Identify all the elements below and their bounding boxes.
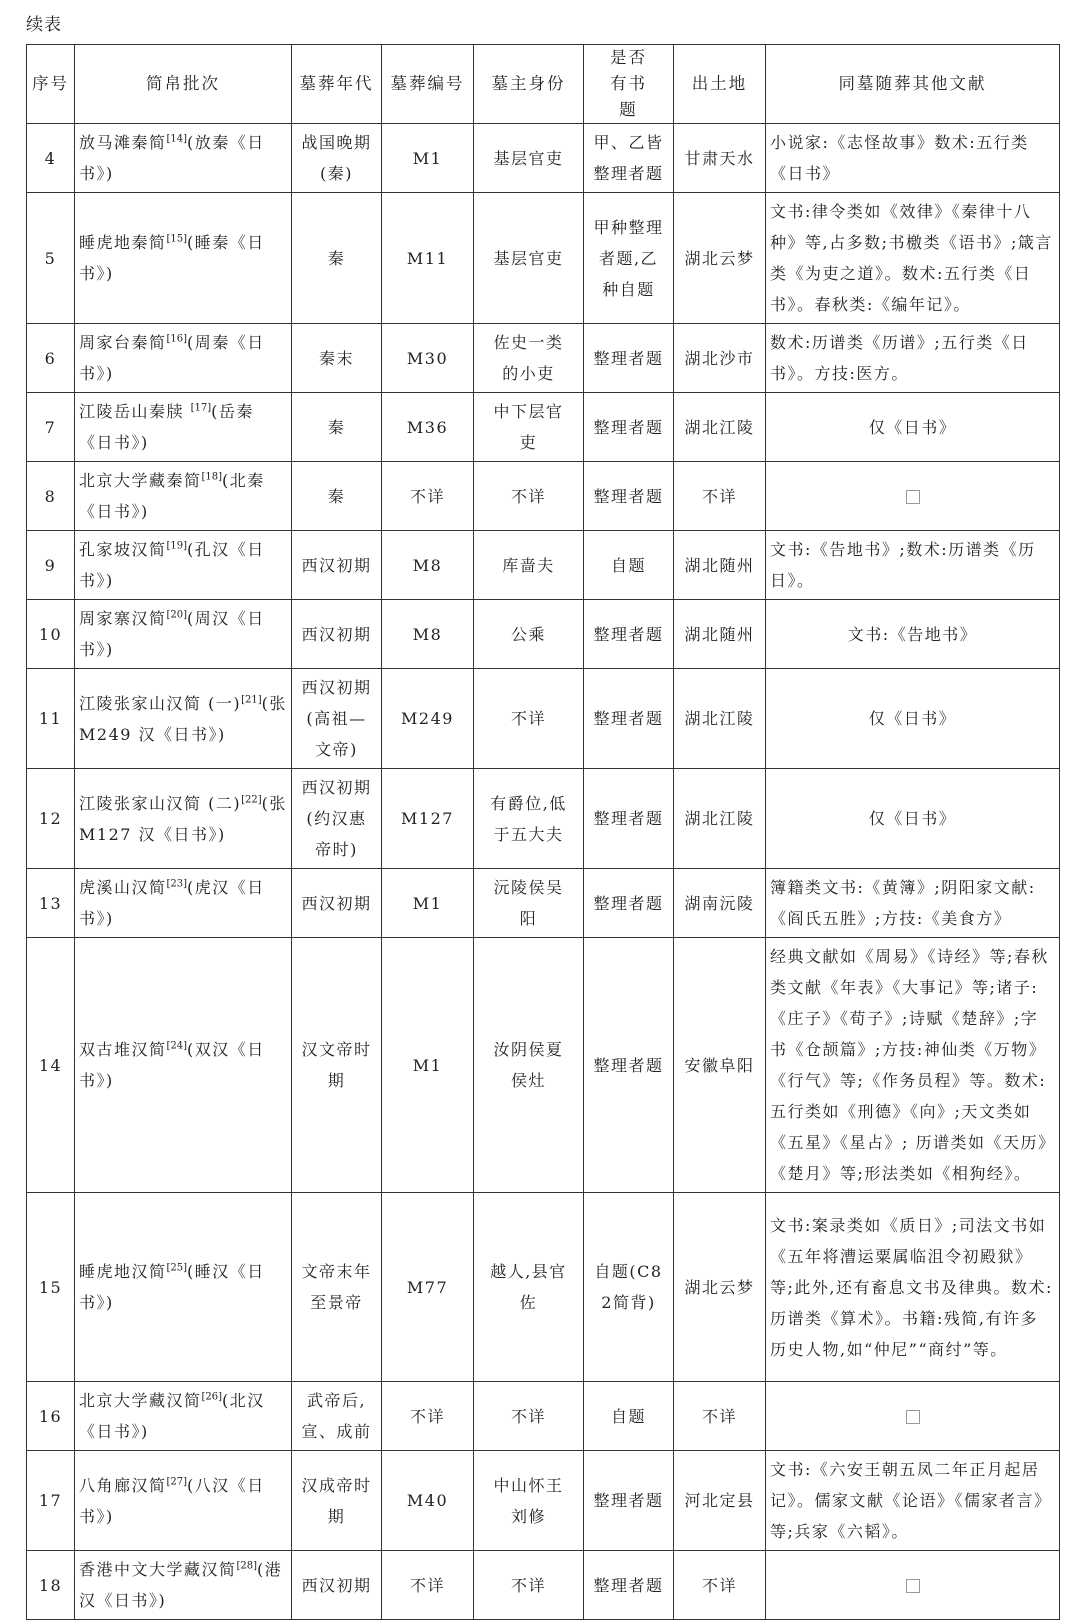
table-row	[27, 462, 1060, 531]
cell-batch	[75, 531, 292, 600]
table-row	[27, 531, 1060, 600]
footnote-ref: [25]	[166, 1262, 188, 1274]
footnote-ref: [24]	[166, 1040, 188, 1052]
cell-no: 16	[27, 1382, 75, 1451]
cell-tomb: M8	[382, 600, 474, 669]
batch-abbrev: (孔汉《日书》)	[79, 540, 265, 590]
cell-other: 文书:《告地书》	[766, 600, 1060, 669]
cell-title	[584, 1382, 674, 1451]
cell-other: 仅《日书》	[766, 393, 1060, 462]
cell-tomb: M8	[382, 531, 474, 600]
batch-name: 江陵岳山秦牍	[79, 402, 191, 421]
tomb-texts-table	[26, 44, 1060, 1620]
cell-title	[584, 462, 674, 531]
title-text: 整理者题	[593, 417, 664, 437]
era-text: 西汉初期	[301, 624, 372, 644]
batch-abbrev: (睡汉《日书》)	[79, 1262, 265, 1312]
cell-other: 文书:律令类如《效律》《秦律十八种》等,占多数;书檄类《语书》;箴言类《为吏之道》。数术:五行类《日书》。春秋类:《编年记》。	[766, 193, 1060, 324]
cell-place: 湖北江陵	[674, 393, 766, 462]
owner-text: 佐史一类的小吏	[493, 333, 564, 383]
batch-name: 虎溪山汉简	[79, 878, 167, 897]
title-text: 自题(C82简背)	[594, 1262, 663, 1312]
cell-era	[292, 1451, 382, 1551]
cell-no: 9	[27, 531, 75, 600]
cell-era	[292, 393, 382, 462]
batch-abbrev: (张 M249 汉《日书》)	[79, 693, 287, 744]
empty-box-icon	[906, 1579, 920, 1593]
owner-text: 沅陵侯吴阳	[493, 878, 564, 928]
cell-place: 湖北随州	[674, 600, 766, 669]
era-text: 秦	[327, 417, 346, 437]
title-text: 整理者题	[593, 348, 664, 368]
title-text: 整理者题	[593, 709, 664, 728]
footnote-ref: [17]	[190, 402, 212, 414]
cell-place: 湖北云梦	[674, 1193, 766, 1382]
batch-abbrev: (周秦《日书》)	[79, 333, 265, 383]
table-row	[27, 769, 1060, 869]
cell-place: 湖北沙市	[674, 324, 766, 393]
cell-batch	[75, 324, 292, 393]
header-place: 出土地	[674, 45, 766, 124]
header-no: 序号	[27, 45, 75, 124]
footnote-ref: [19]	[166, 540, 188, 552]
cell-other: 小说家:《志怪故事》数术:五行类《日书》	[766, 124, 1060, 193]
cell-other: 文书:《六安王朝五凤二年正月起居记》。儒家文献《论语》《儒家者言》等;兵家《六韬》。	[766, 1451, 1060, 1551]
era-text: 武帝后,宣、成前	[301, 1391, 372, 1441]
cell-place: 湖北随州	[674, 531, 766, 600]
cell-owner	[474, 124, 584, 193]
batch-abbrev: (八汉《日书》)	[79, 1475, 265, 1526]
owner-text: 中下层官吏	[493, 402, 564, 452]
cell-era	[292, 531, 382, 600]
cell-place: 湖北江陵	[674, 669, 766, 769]
batch-abbrev: (双汉《日书》)	[79, 1040, 265, 1090]
footnote-ref: [15]	[166, 233, 188, 245]
cell-other: 仅《日书》	[766, 669, 1060, 769]
batch-abbrev: (张 M127 汉《日书》)	[79, 793, 287, 844]
cell-other: 仅《日书》	[766, 769, 1060, 869]
cell-owner	[474, 869, 584, 938]
cell-title	[584, 600, 674, 669]
cell-other: 文书:案录类如《质日》;司法文书如《五年将漕运粟属临沮令初殿狱》等;此外,还有畜息文书及律典。数术:历谱类《算术》。书籍:残简,有许多历史人物,如“仲尼”“商纣”等。	[766, 1193, 1060, 1382]
cell-batch	[75, 1451, 292, 1551]
table-row	[27, 124, 1060, 193]
era-text: 文帝末年至景帝	[301, 1262, 372, 1312]
batch-name: 江陵张家山汉简 (二)	[79, 793, 242, 813]
cell-title	[584, 531, 674, 600]
cell-era	[292, 1551, 382, 1620]
cell-other: 簿籍类文书:《黄簿》;阴阳家文献:《阎氏五胜》;方技:《美食方》	[766, 869, 1060, 938]
owner-text: 不详	[510, 1406, 546, 1426]
batch-name: 北京大学藏秦简	[79, 471, 202, 490]
cell-place: 甘肃天水	[674, 124, 766, 193]
cell-title	[584, 1193, 674, 1382]
table-row	[27, 1551, 1060, 1620]
title-text: 甲、乙皆整理者题	[593, 133, 664, 183]
era-text: 战国晚期(秦)	[301, 133, 372, 183]
cell-owner	[474, 324, 584, 393]
cell-era	[292, 1382, 382, 1451]
cell-owner	[474, 193, 584, 324]
cell-era	[292, 869, 382, 938]
cell-place: 湖北云梦	[674, 193, 766, 324]
cell-batch	[75, 193, 292, 324]
cell-batch	[75, 938, 292, 1193]
cell-place: 湖南沅陵	[674, 869, 766, 938]
cell-no: 18	[27, 1551, 75, 1620]
cell-tomb: 不详	[382, 462, 474, 531]
table-row	[27, 1451, 1060, 1551]
cell-batch	[75, 393, 292, 462]
cell-tomb: M1	[382, 869, 474, 938]
cell-batch	[75, 769, 292, 869]
owner-text: 不详	[510, 709, 546, 728]
cell-owner	[474, 1382, 584, 1451]
cell-no: 7	[27, 393, 75, 462]
cell-tomb: M40	[382, 1451, 474, 1551]
table-row	[27, 669, 1060, 769]
cell-title	[584, 124, 674, 193]
cell-era	[292, 462, 382, 531]
footnote-ref: [23]	[166, 878, 188, 890]
cell-other: 文书:《告地书》;数术:历谱类《历日》。	[766, 531, 1060, 600]
title-text: 整理者题	[593, 893, 664, 913]
batch-abbrev: (岳秦《日书》)	[79, 402, 254, 452]
batch-abbrev: (放秦《日书》)	[79, 133, 265, 183]
cell-no: 6	[27, 324, 75, 393]
footnote-ref: [16]	[166, 333, 188, 345]
cell-batch	[75, 600, 292, 669]
cell-batch	[75, 1551, 292, 1620]
header-owner: 墓主身份	[474, 45, 584, 124]
batch-name: 孔家坡汉简	[79, 540, 167, 559]
title-text: 整理者题	[593, 1055, 664, 1075]
owner-text: 不详	[510, 1575, 546, 1595]
footnote-ref: [21]	[241, 694, 262, 706]
cell-title	[584, 324, 674, 393]
cell-era	[292, 324, 382, 393]
cell-era	[292, 938, 382, 1193]
owner-text: 不详	[510, 486, 546, 506]
table-row	[27, 869, 1060, 938]
cell-tomb: 不详	[382, 1382, 474, 1451]
table-row	[27, 324, 1060, 393]
footnote-ref: [26]	[201, 1391, 223, 1403]
cell-batch	[75, 124, 292, 193]
cell-era	[292, 124, 382, 193]
batch-name: 周家寨汉简	[79, 609, 167, 628]
era-text: 西汉初期	[301, 1575, 372, 1595]
cell-other	[766, 1551, 1060, 1620]
title-text: 整理者题	[593, 1491, 664, 1510]
cell-no: 10	[27, 600, 75, 669]
cell-place: 不详	[674, 1382, 766, 1451]
footnote-ref: [14]	[166, 133, 188, 145]
era-text: 西汉初期(高祖—文帝)	[301, 678, 372, 759]
title-text: 自题	[610, 555, 646, 575]
owner-text: 汝阴侯夏侯灶	[493, 1040, 564, 1090]
cell-owner	[474, 1451, 584, 1551]
cell-owner	[474, 462, 584, 531]
owner-text: 越人,县官佐	[490, 1262, 567, 1312]
cell-no: 13	[27, 869, 75, 938]
header-era: 墓葬年代	[292, 45, 382, 124]
cell-owner	[474, 531, 584, 600]
cell-no: 5	[27, 193, 75, 324]
cell-tomb: M11	[382, 193, 474, 324]
header-other: 同墓随葬其他文献	[766, 45, 1060, 124]
cell-tomb: M30	[382, 324, 474, 393]
cell-era	[292, 669, 382, 769]
batch-name: 八角廊汉简	[79, 1475, 167, 1495]
title-text: 整理者题	[593, 809, 664, 828]
cell-no: 12	[27, 769, 75, 869]
footnote-ref: [22]	[241, 794, 262, 806]
cell-title	[584, 669, 674, 769]
cell-tomb: M249	[382, 669, 474, 769]
header-batch: 简帛批次	[75, 45, 292, 124]
footnote-ref: [18]	[201, 471, 223, 483]
batch-name: 睡虎地汉简	[79, 1262, 167, 1281]
cell-batch	[75, 1193, 292, 1382]
owner-text: 基层官吏	[493, 248, 564, 268]
header-tomb: 墓葬编号	[382, 45, 474, 124]
cell-era	[292, 600, 382, 669]
table-caption: 续表	[26, 15, 62, 35]
cell-owner	[474, 669, 584, 769]
era-text: 汉成帝时期	[301, 1475, 372, 1526]
era-text: 汉文帝时期	[301, 1040, 372, 1090]
cell-owner	[474, 938, 584, 1193]
cell-era	[292, 1193, 382, 1382]
batch-abbrev: (北秦《日书》)	[79, 471, 265, 521]
cell-place: 不详	[674, 462, 766, 531]
title-text: 整理者题	[593, 624, 664, 644]
era-text: 西汉初期	[301, 555, 372, 575]
cell-title	[584, 769, 674, 869]
batch-name: 睡虎地秦简	[79, 233, 167, 252]
cell-place: 安徽阜阳	[674, 938, 766, 1193]
header-row	[27, 45, 1060, 124]
cell-no: 17	[27, 1451, 75, 1551]
owner-text: 公乘	[510, 624, 546, 644]
footnote-ref: [28]	[236, 1560, 258, 1572]
cell-batch	[75, 869, 292, 938]
cell-batch	[75, 1382, 292, 1451]
table-row	[27, 938, 1060, 1193]
cell-tomb: 不详	[382, 1551, 474, 1620]
owner-text: 基层官吏	[493, 148, 564, 168]
cell-tomb: M36	[382, 393, 474, 462]
era-text: 西汉初期	[301, 893, 372, 913]
cell-title	[584, 1451, 674, 1551]
cell-owner	[474, 1551, 584, 1620]
cell-place: 湖北江陵	[674, 769, 766, 869]
batch-name: 北京大学藏汉简	[79, 1391, 202, 1410]
batch-abbrev: (睡秦《日书》)	[79, 233, 265, 283]
cell-era	[292, 193, 382, 324]
title-text: 甲种整理者题,乙种自题	[593, 217, 664, 299]
title-text: 自题	[610, 1406, 646, 1426]
footnote-ref: [27]	[166, 1476, 188, 1488]
owner-text: 中山怀王刘修	[493, 1475, 564, 1526]
table-row	[27, 1382, 1060, 1451]
owner-text: 库啬夫	[502, 555, 555, 575]
cell-no: 8	[27, 462, 75, 531]
era-text: 秦末	[318, 348, 354, 368]
owner-text: 有爵位,低于五大夫	[490, 793, 567, 844]
cell-owner	[474, 600, 584, 669]
cell-other	[766, 462, 1060, 531]
cell-tomb: M1	[382, 938, 474, 1193]
era-text: 西汉初期(约汉惠帝时)	[301, 778, 372, 859]
cell-other: 经典文献如《周易》《诗经》等;春秋类文献《年表》《大事记》等;诸子:《庄子》《荀子》;诗赋《楚辞》;字书《仓颉篇》;方技:神仙类《万物》《行气》等;《作务员程》等。数术:五行类如《刑德》《向》;天文类如《五星》《星占》; 历谱类如《天历》《楚月》等;形法类如《相狗经》。	[766, 938, 1060, 1193]
era-text: 秦	[327, 248, 346, 268]
cell-title	[584, 869, 674, 938]
title-text: 整理者题	[593, 1575, 664, 1595]
cell-other: 数术:历谱类《历谱》;五行类《日书》。方技:医方。	[766, 324, 1060, 393]
cell-title	[584, 393, 674, 462]
table-row	[27, 393, 1060, 462]
era-text: 秦	[327, 486, 346, 506]
batch-abbrev: (港汉《日书》)	[79, 1560, 283, 1610]
batch-name: 放马滩秦简	[79, 133, 167, 152]
cell-title	[584, 1551, 674, 1620]
cell-title	[584, 938, 674, 1193]
cell-place: 河北定县	[674, 1451, 766, 1551]
cell-no: 15	[27, 1193, 75, 1382]
cell-era	[292, 769, 382, 869]
table-row	[27, 193, 1060, 324]
batch-abbrev: (北汉《日书》)	[79, 1391, 265, 1441]
cell-tomb: M77	[382, 1193, 474, 1382]
cell-tomb: M127	[382, 769, 474, 869]
cell-owner	[474, 393, 584, 462]
batch-name: 江陵张家山汉简 (一)	[79, 693, 242, 713]
cell-owner	[474, 1193, 584, 1382]
cell-other	[766, 1382, 1060, 1451]
cell-no: 14	[27, 938, 75, 1193]
empty-box-icon	[906, 1410, 920, 1424]
cell-batch	[75, 669, 292, 769]
batch-abbrev: (虎汉《日书》)	[79, 878, 265, 928]
table-row	[27, 1193, 1060, 1382]
cell-tomb: M1	[382, 124, 474, 193]
cell-batch	[75, 462, 292, 531]
header-title: 是否有书题	[584, 45, 674, 124]
empty-box-icon	[906, 490, 920, 504]
cell-owner	[474, 769, 584, 869]
cell-title	[584, 193, 674, 324]
batch-name: 周家台秦简	[79, 333, 167, 352]
batch-name: 香港中文大学藏汉简	[79, 1560, 237, 1579]
title-text: 整理者题	[593, 486, 664, 506]
cell-no: 4	[27, 124, 75, 193]
footnote-ref: [20]	[166, 609, 188, 621]
batch-name: 双古堆汉简	[79, 1040, 167, 1059]
table-row	[27, 600, 1060, 669]
batch-abbrev: (周汉《日书》)	[79, 609, 265, 659]
cell-place: 不详	[674, 1551, 766, 1620]
cell-no: 11	[27, 669, 75, 769]
